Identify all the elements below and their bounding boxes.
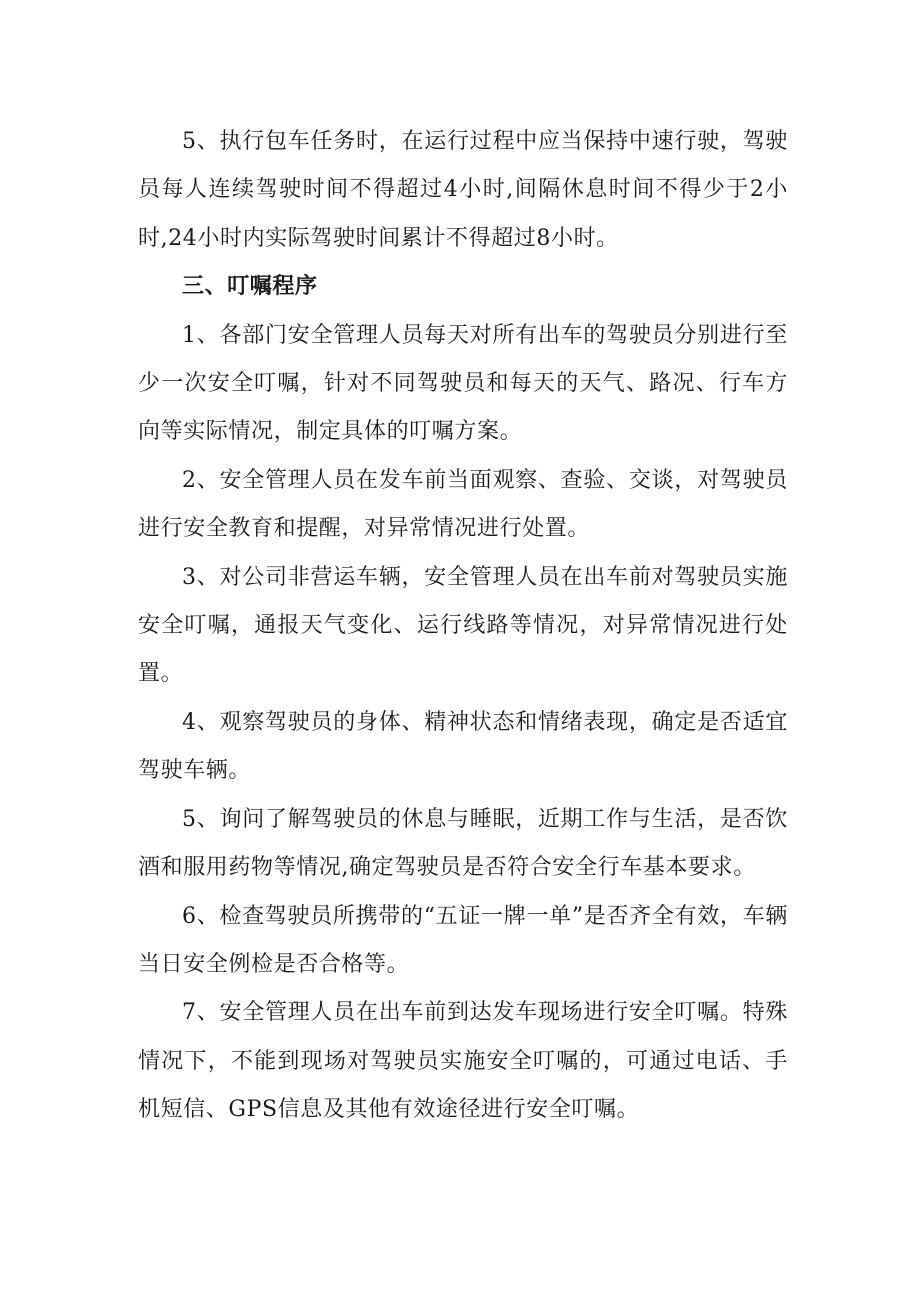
paragraph-reminder-item-4: 4、观察驾驶员的身体、精神状态和情绪表现，确定是否适宜驾驶车辆。 <box>138 709 788 784</box>
document-body <box>138 118 788 1135</box>
paragraph-reminder-item-2: 2、安全管理人员在发车前当面观察、查验、交谈，对驾驶员进行安全教育和提醒，对异常情况进行处置。 <box>138 467 788 542</box>
section-heading-reminder-procedure: 三、叮嘱程序 <box>182 274 318 300</box>
paragraph-reminder-item-3: 3、对公司非营运车辆，安全管理人员在出车前对驾驶员实施安全叮嘱，通报天气变化、运行线路等情况，对异常情况进行处置。 <box>138 564 788 687</box>
paragraph-reminder-item-1: 1、各部门安全管理人员每天对所有出车的驾驶员分别进行至少一次安全叮嘱，针对不同驾驶员和每天的天气、路况、行车方向等实际情况，制定具体的叮嘱方案。 <box>138 322 788 445</box>
paragraph-charter-driving-limits: 5、执行包车任务时，在运行过程中应当保持中速行驶，驾驶员每人连续驾驶时间不得超过4小时,间隔休息时间不得少于2小时,24小时内实际驾驶时间累计不得超过8小时。 <box>138 129 788 251</box>
paragraph-reminder-item-6: 6、检查驾驶员所携带的“五证一牌一单”是否齐全有效，车辆当日安全例检是否合格等。 <box>138 903 788 977</box>
paragraph-reminder-item-7: 7、安全管理人员在出车前到达发车现场进行安全叮嘱。特殊情况下，不能到现场对驾驶员实施安全叮嘱的，可通过电话、手机短信、GPS信息及其他有效途径进行安全叮嘱。 <box>138 1000 788 1123</box>
paragraph-reminder-item-5: 5、询问了解驾驶员的休息与睡眠，近期工作与生活，是否饮酒和服用药物等情况,确定驾驶员是否符合安全行车基本要求。 <box>138 806 788 881</box>
